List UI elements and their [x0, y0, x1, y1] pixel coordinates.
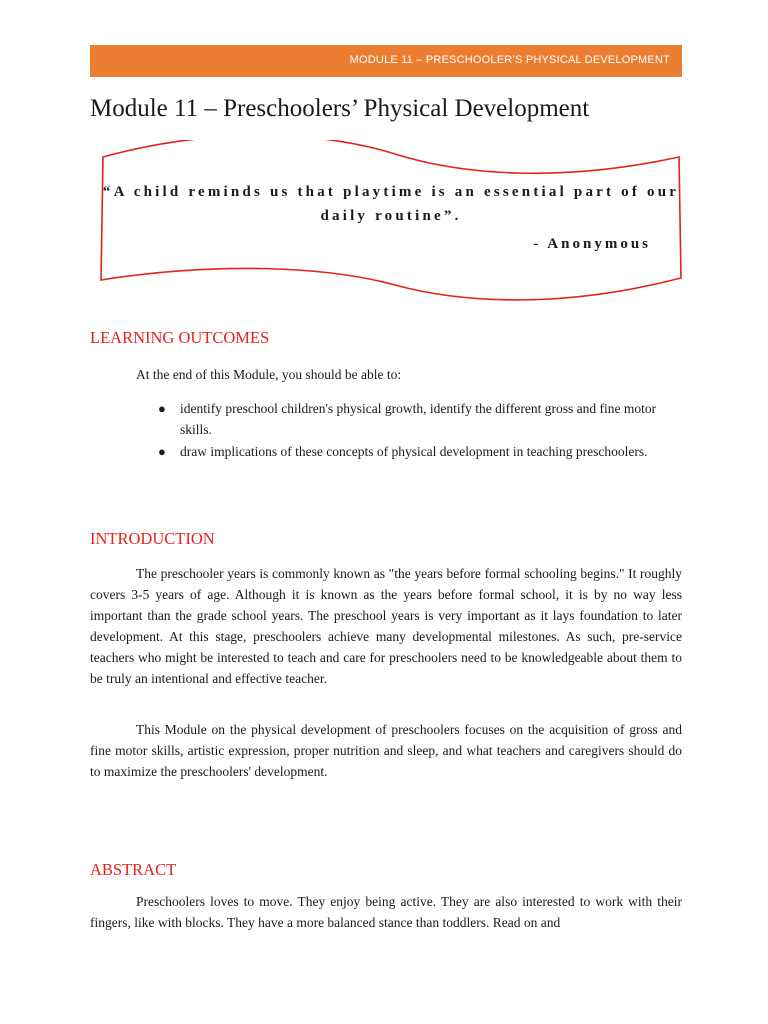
learning-outcomes-intro: At the end of this Module, you should be able to:	[136, 367, 402, 382]
introduction-paragraph-2: This Module on the physical development of preschoolers focuses on the acquisition of gross and fine motor skills, artistic expression, proper nutrition and sleep, and what teachers and caregivers should do to maximize the preschoolers' development.	[90, 722, 682, 779]
bullet-icon: ●	[158, 401, 166, 416]
learning-outcomes-list	[158, 398, 678, 463]
list-item	[158, 441, 678, 462]
module-header-title: MODULE 11 – PRESCHOOLER’S PHYSICAL DEVELOPMENT	[349, 54, 670, 66]
quote-author: - Anonymous	[533, 236, 651, 252]
page-title: Module 11 – Preschoolers’ Physical Development	[90, 95, 590, 122]
introduction-paragraph-1: The preschooler years is commonly known as "the years before formal schooling begins." It roughly covers 3-5 years of age. Although it is known as the years before formal school, it is by no way less important than the grade school years. The preschool years is very important as it lays foundation to later development. At this stage, preschoolers achieve many developmental milestones. As such, pre-service teachers who might be interested to teach and care for preschoolers need to be knowledgeable about them to be truly an intentional and effective teacher.	[90, 566, 682, 686]
list-item-text: draw implications of these concepts of physical development in teaching preschoolers.	[180, 444, 648, 459]
abstract-heading: ABSTRACT	[90, 860, 177, 879]
module-header-bar	[90, 45, 682, 77]
learning-outcomes-heading: LEARNING OUTCOMES	[90, 328, 270, 347]
quote-banner	[95, 140, 687, 310]
abstract-paragraph: Preschoolers loves to move. They enjoy being active. They are also interested to work with their fingers, like with blocks. They have a more balanced stance than toddlers. Read on and	[90, 894, 682, 930]
list-item	[158, 398, 678, 440]
quote-text: “A child reminds us that playtime is an essential part of our daily routine”.	[102, 184, 680, 224]
introduction-heading: INTRODUCTION	[90, 529, 215, 548]
bullet-icon: ●	[158, 444, 166, 459]
list-item-text: identify preschool children's physical growth, identify the different gross and fine motor skills.	[180, 401, 657, 437]
